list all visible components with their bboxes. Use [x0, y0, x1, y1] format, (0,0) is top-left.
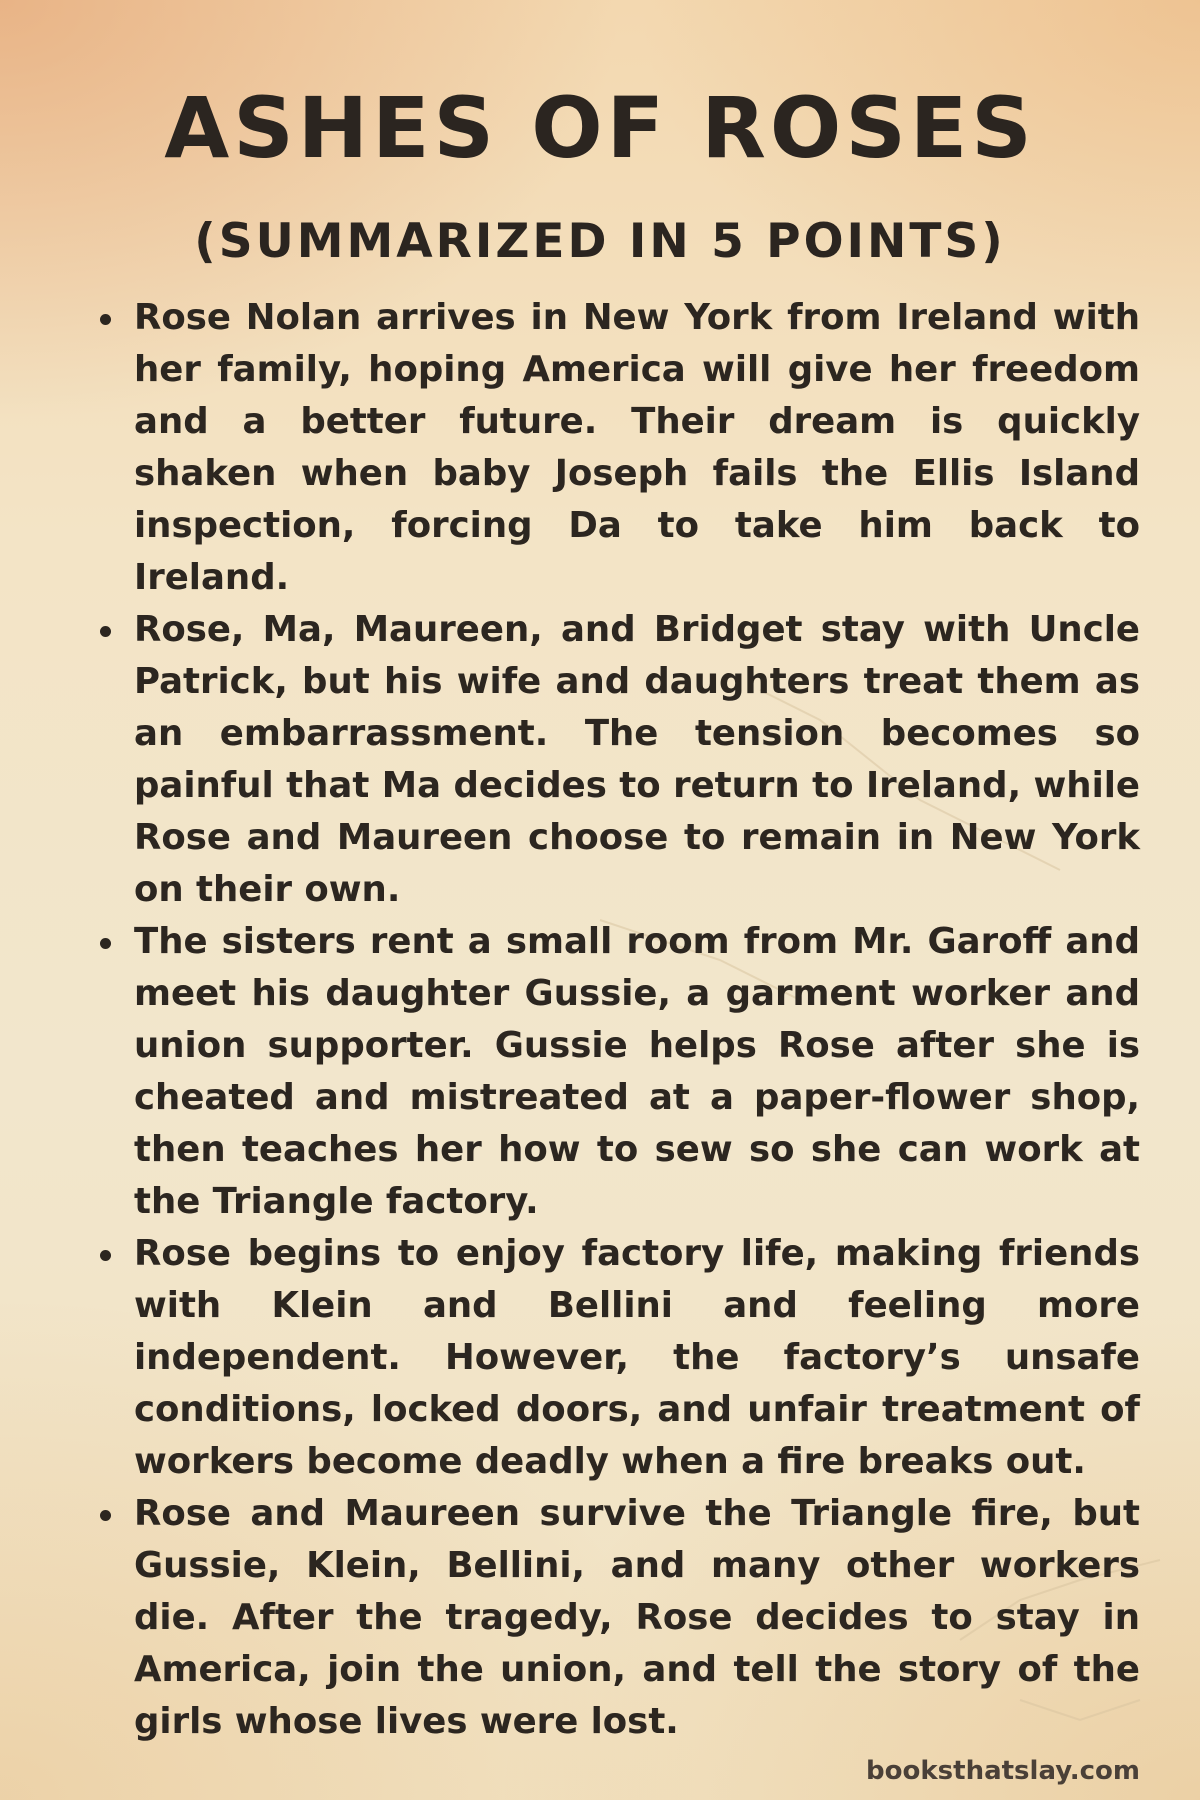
- summary-points-list: [96, 292, 1140, 1748]
- summary-point-5: Rose and Maureen survive the Triangle fire, but Gussie, Klein, Bellini, and many other workers die. After the tragedy, Rose decides to stay in America, join the union, and tell the story of the girls whose lives were lost.: [96, 1488, 1140, 1748]
- summary-point-3: The sisters rent a small room from Mr. Garoff and meet his daughter Gussie, a garment worker and union supporter. Gussie helps Rose after she is cheated and mistreated at a paper-flower shop, then teaches her how to sew so she can work at the Triangle factory.: [96, 916, 1140, 1228]
- summary-point-2: Rose, Ma, Maureen, and Bridget stay with Uncle Patrick, but his wife and daughters treat them as an embarrassment. The tension becomes so painful that Ma decides to return to Ireland, while Rose and Maureen choose to remain in New York on their own.: [96, 604, 1140, 916]
- summary-point-1: Rose Nolan arrives in New York from Ireland with her family, hoping America will give her freedom and a better future. Their dream is quickly shaken when baby Joseph fails the Ellis Island inspection, forcing Da to take him back to Ireland.: [96, 292, 1140, 604]
- page-title: ASHES OF ROSES: [164, 79, 1036, 177]
- page-subtitle: (SUMMARIZED IN 5 POINTS): [194, 214, 1006, 269]
- summary-point-4: Rose begins to enjoy factory life, making friends with Klein and Bellini and feeling more independent. However, the factory’s unsafe conditions, locked doors, and unfair treatment of workers become deadly when a fire breaks out.: [96, 1228, 1140, 1488]
- source-watermark: booksthatslay.com: [866, 1756, 1140, 1786]
